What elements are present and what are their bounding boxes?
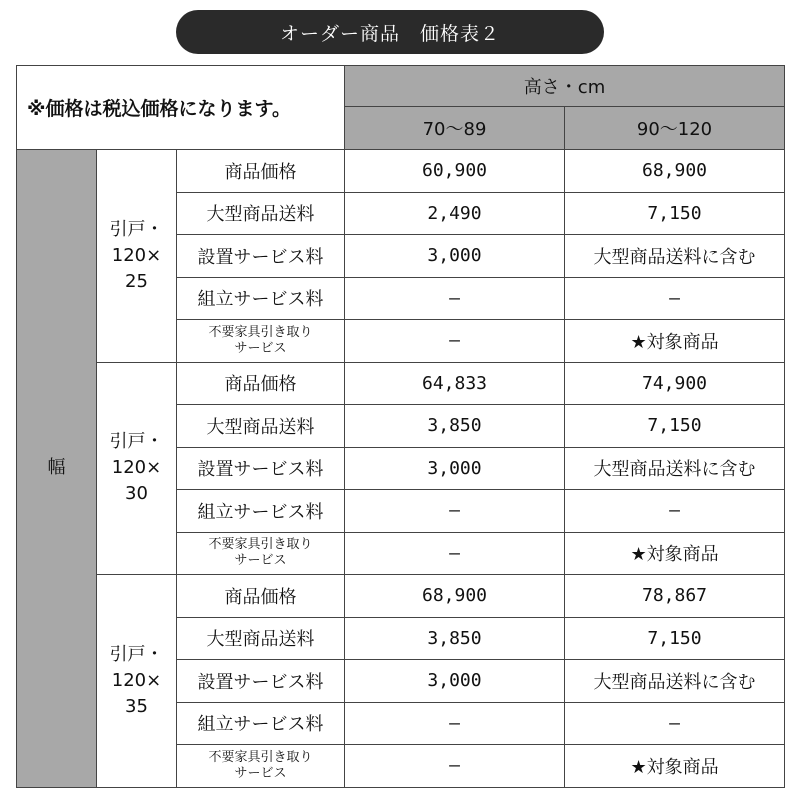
width-label: 幅 [17, 150, 97, 788]
price-90-120: ★対象商品 [565, 745, 785, 788]
price-90-120: 大型商品送料に含む [565, 660, 785, 703]
price-90-120: 7,150 [565, 192, 785, 235]
item-label: 大型商品送料 [177, 617, 345, 660]
price-70-89: 3,000 [345, 660, 565, 703]
price-70-89: 3,850 [345, 405, 565, 448]
height-col-90-120: 90〜120 [565, 107, 785, 150]
size-group-label: 引戸・ 120× 30 [97, 362, 177, 575]
price-70-89: 64,833 [345, 362, 565, 405]
price-90-120: 78,867 [565, 575, 785, 618]
price-70-89: — [345, 532, 565, 575]
price-90-120: ★対象商品 [565, 532, 785, 575]
item-label: 組立サービス料 [177, 490, 345, 533]
price-70-89: — [345, 490, 565, 533]
size-group-label: 引戸・ 120× 35 [97, 575, 177, 788]
price-70-89: 2,490 [345, 192, 565, 235]
price-70-89: 60,900 [345, 150, 565, 193]
table-row [17, 575, 785, 618]
page-title: オーダー商品 価格表２ [176, 10, 604, 54]
item-label: 不要家具引き取り サービス [177, 745, 345, 788]
price-table [16, 65, 785, 788]
item-label: 商品価格 [177, 150, 345, 193]
table-row [17, 150, 785, 193]
price-70-89: 3,000 [345, 235, 565, 278]
height-col-70-89: 70〜89 [345, 107, 565, 150]
price-70-89: 3,850 [345, 617, 565, 660]
size-group-label: 引戸・ 120× 25 [97, 150, 177, 363]
item-label: 大型商品送料 [177, 192, 345, 235]
item-label: 商品価格 [177, 575, 345, 618]
item-label: 組立サービス料 [177, 277, 345, 320]
item-label: 商品価格 [177, 362, 345, 405]
price-70-89: — [345, 702, 565, 745]
price-70-89: 3,000 [345, 447, 565, 490]
item-label: 不要家具引き取り サービス [177, 320, 345, 363]
price-90-120: 7,150 [565, 405, 785, 448]
price-90-120: — [565, 702, 785, 745]
tax-note: ※価格は税込価格になります。 [17, 66, 345, 150]
price-90-120: — [565, 490, 785, 533]
price-70-89: 68,900 [345, 575, 565, 618]
height-header: 高さ・cm [345, 66, 785, 107]
price-70-89: — [345, 320, 565, 363]
item-label: 設置サービス料 [177, 660, 345, 703]
item-label: 組立サービス料 [177, 702, 345, 745]
table-row [17, 362, 785, 405]
price-90-120: — [565, 277, 785, 320]
item-label: 設置サービス料 [177, 447, 345, 490]
price-90-120: 74,900 [565, 362, 785, 405]
price-90-120: 68,900 [565, 150, 785, 193]
price-90-120: ★対象商品 [565, 320, 785, 363]
price-90-120: 大型商品送料に含む [565, 235, 785, 278]
item-label: 大型商品送料 [177, 405, 345, 448]
price-90-120: 大型商品送料に含む [565, 447, 785, 490]
price-70-89: — [345, 277, 565, 320]
price-70-89: — [345, 745, 565, 788]
item-label: 設置サービス料 [177, 235, 345, 278]
item-label: 不要家具引き取り サービス [177, 532, 345, 575]
price-90-120: 7,150 [565, 617, 785, 660]
